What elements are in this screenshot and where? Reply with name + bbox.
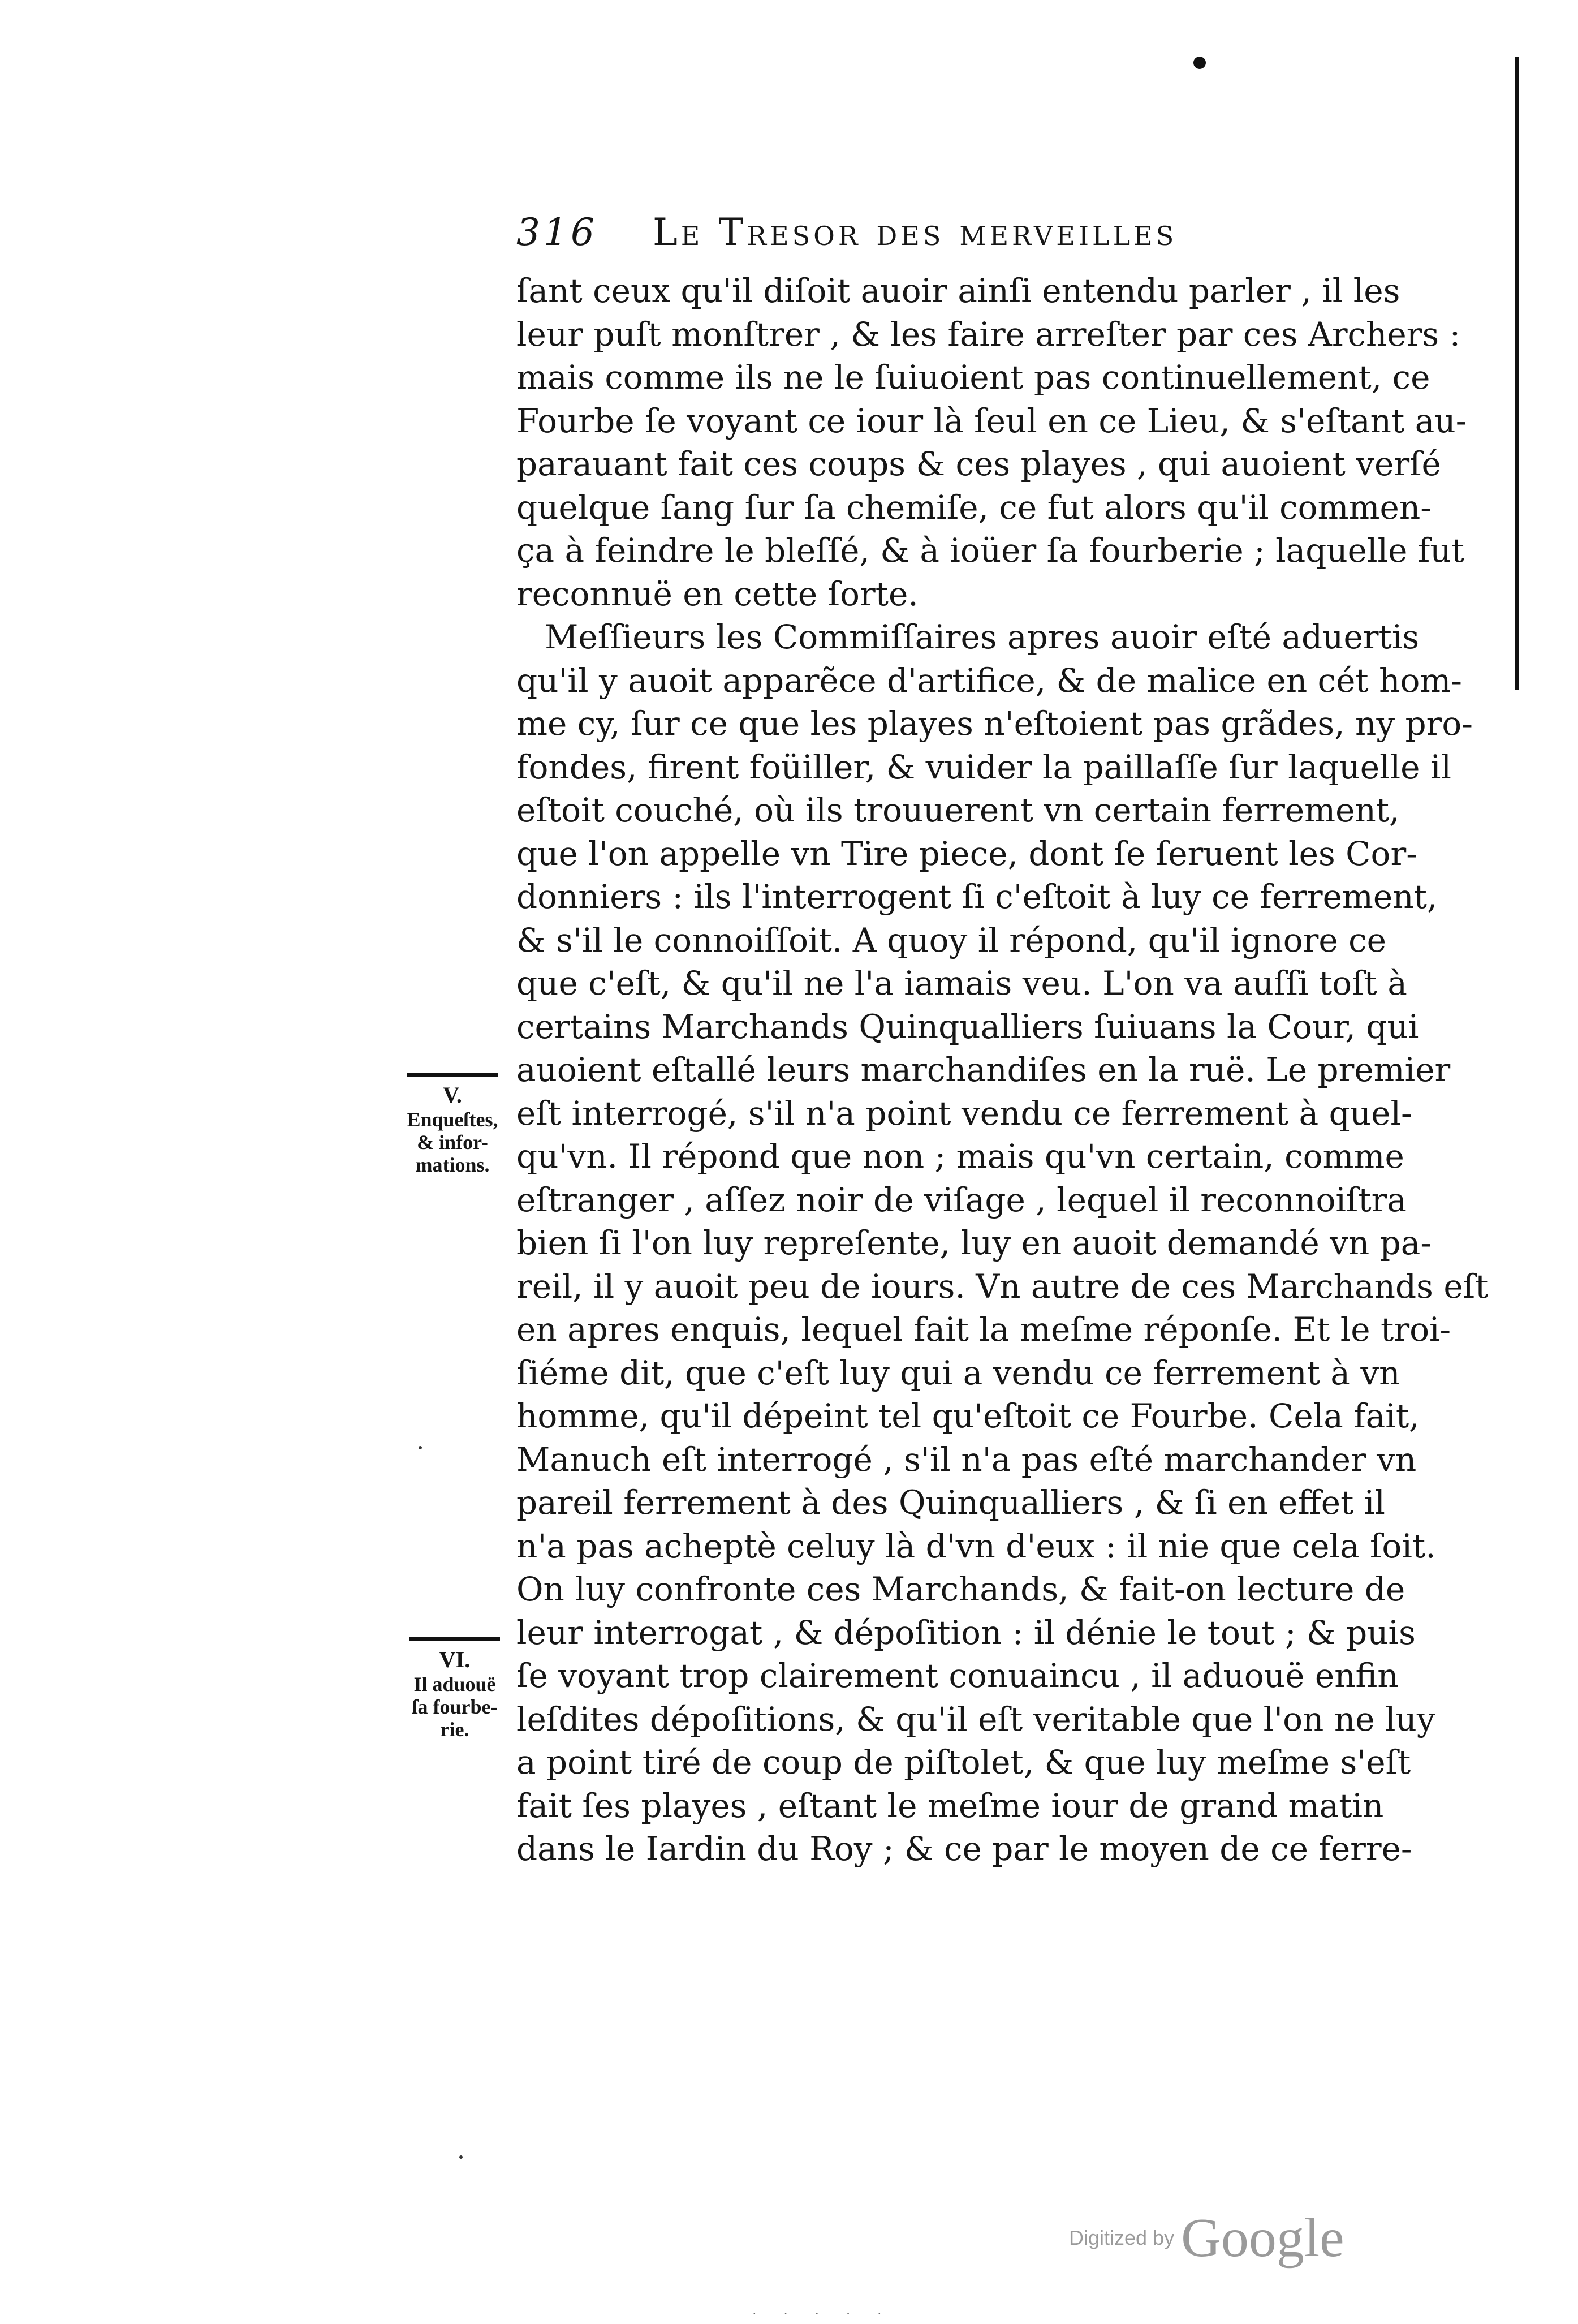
text-line: auoient eſtallé leurs marchandiſes en la ruë. Le premier	[516, 1051, 1451, 1089]
text-line: quelque ſang ſur ſa chemiſe, ce fut alors qu'il commen-	[516, 488, 1432, 527]
ink-speck	[419, 1446, 422, 1449]
margin-numeral: V.	[443, 1082, 462, 1108]
page-number: 316	[516, 210, 598, 254]
text-line: leur puſt monſtrer , & les faire arreſter par ces Archers :	[516, 315, 1461, 354]
margin-note-line: & infor-	[417, 1131, 488, 1154]
text-line: a point tiré de coup de piſtolet, & que luy meſme s'eſt	[516, 1743, 1411, 1781]
text-line: leſdites dépoſitions, & qu'il eſt veritable que l'on ne luy	[516, 1699, 1435, 1738]
text-line: homme, qu'il dépeint tel qu'eſtoit ce Fourbe. Cela fait,	[516, 1397, 1420, 1435]
text-line: parauant fait ces coups & ces playes , qui auoient verſé	[516, 445, 1441, 483]
text-line: reil, il y auoit peu de iours. Vn autre de ces Marchands eſt	[516, 1267, 1489, 1306]
text-line: que c'eſt, & qu'il ne l'a iamais veu. L'on va auſſi toſt à	[516, 964, 1407, 1002]
text-line: ſant ceux qu'il diſoit auoir ainſi entendu parler , il les	[516, 272, 1400, 310]
text-line: Manuch eſt interrogé , s'il n'a pas eſté marchander vn	[516, 1440, 1417, 1479]
margin-numeral: VI.	[439, 1647, 471, 1672]
text-line: n'a pas acheptè celuy là d'vn d'eux : il nie que cela ſoit.	[516, 1526, 1436, 1565]
bottom-specks: · · · · ·	[752, 2306, 893, 2322]
text-line: dans le Iardin du Roy ; & ce par le moyen de ce ferre-	[516, 1830, 1412, 1868]
text-line: On luy confronte ces Marchands, & fait-on lecture de	[516, 1570, 1405, 1608]
text-line: reconnuë en cette ſorte.	[516, 574, 919, 613]
text-line: eſt interrogé, s'il n'a point vendu ce ferrement à quel-	[516, 1094, 1412, 1133]
text-line: & s'il le connoiſſoit. A quoy il répond, qu'il ignore ce	[516, 920, 1386, 959]
margin-note-line: Enqueſtes,	[407, 1108, 498, 1131]
text-line: fait ſes playes , eſtant le meſme iour de grand matin	[516, 1786, 1384, 1825]
text-line: leur interrogat , & dépoſition : il dénie le tout ; & puis	[516, 1613, 1416, 1652]
running-header	[516, 210, 1387, 261]
text-line: qu'vn. Il répond que non ; mais qu'vn certain, comme	[516, 1137, 1404, 1176]
margin-note-v	[396, 1073, 509, 1176]
running-title: Le Tresor des merveilles	[652, 210, 1178, 254]
margin-note-line: ſa fourbe-	[412, 1695, 498, 1718]
text-line: bien ſi l'on luy repreſente, luy en auoit demandé vn pa-	[516, 1224, 1432, 1262]
margin-note-line: mations.	[415, 1154, 490, 1176]
text-line: mais comme ils ne le ſuiuoient pas continuellement, ce	[516, 358, 1430, 397]
text-line: certains Marchands Quinqualliers ſuiuans la Cour, qui	[516, 1007, 1419, 1046]
text-line: ſe voyant trop clairement conuaincu , il aduouë enfin	[516, 1656, 1399, 1695]
watermark-prefix: Digitized by	[1069, 2226, 1175, 2249]
margin-note-line: Il aduouë	[413, 1673, 496, 1695]
text-line: ça à feindre le bleſſé, & à ioüer ſa fourberie ; laquelle fut	[516, 531, 1464, 570]
text-line: me cy, ſur ce que les playes n'eſtoient pas grãdes, ny pro-	[516, 704, 1473, 743]
margin-note-vi	[398, 1637, 511, 1741]
text-line: que l'on appelle vn Tire piece, dont ſe ſeruent les Cor-	[516, 834, 1417, 873]
text-line: eſtranger , aſſez noir de viſage , lequel il reconnoiſtra	[516, 1180, 1407, 1219]
text-line: pareil ferrement à des Quinqualliers , & ſi en effet il	[516, 1483, 1385, 1522]
digitization-watermark	[1069, 2206, 1344, 2270]
text-line: donniers : ils l'interrogent ſi c'eſtoit à luy ce ferrement,	[516, 877, 1438, 916]
watermark-brand: Google	[1181, 2207, 1344, 2269]
text-line: ſiéme dit, que c'eſt luy qui a vendu ce ferrement à vn	[516, 1353, 1400, 1392]
margin-rule	[409, 1637, 500, 1641]
ink-speck	[459, 2155, 463, 2159]
ink-dot	[1193, 57, 1206, 69]
text-line: qu'il y auoit apparẽce d'artifice, & de malice en cét hom-	[516, 661, 1463, 700]
text-line: Fourbe ſe voyant ce iour là ſeul en ce Lieu, & s'eſtant au-	[516, 401, 1467, 440]
margin-note-line: rie.	[440, 1718, 469, 1741]
page-edge-line	[1515, 57, 1519, 690]
margin-rule	[407, 1073, 498, 1077]
text-line: fondes, firent foüiller, & vuider la paillaſſe ſur laquelle il	[516, 747, 1452, 786]
paragraph-first-line: Meſſieurs les Commiſſaires apres auoir eſté aduertis	[545, 618, 1420, 656]
body-text	[516, 269, 1489, 1871]
text-line: en apres enquis, lequel fait la meſme réponſe. Et le troi-	[516, 1310, 1451, 1349]
text-line: eſtoit couché, où ils trouuerent vn certain ferrement,	[516, 791, 1400, 829]
